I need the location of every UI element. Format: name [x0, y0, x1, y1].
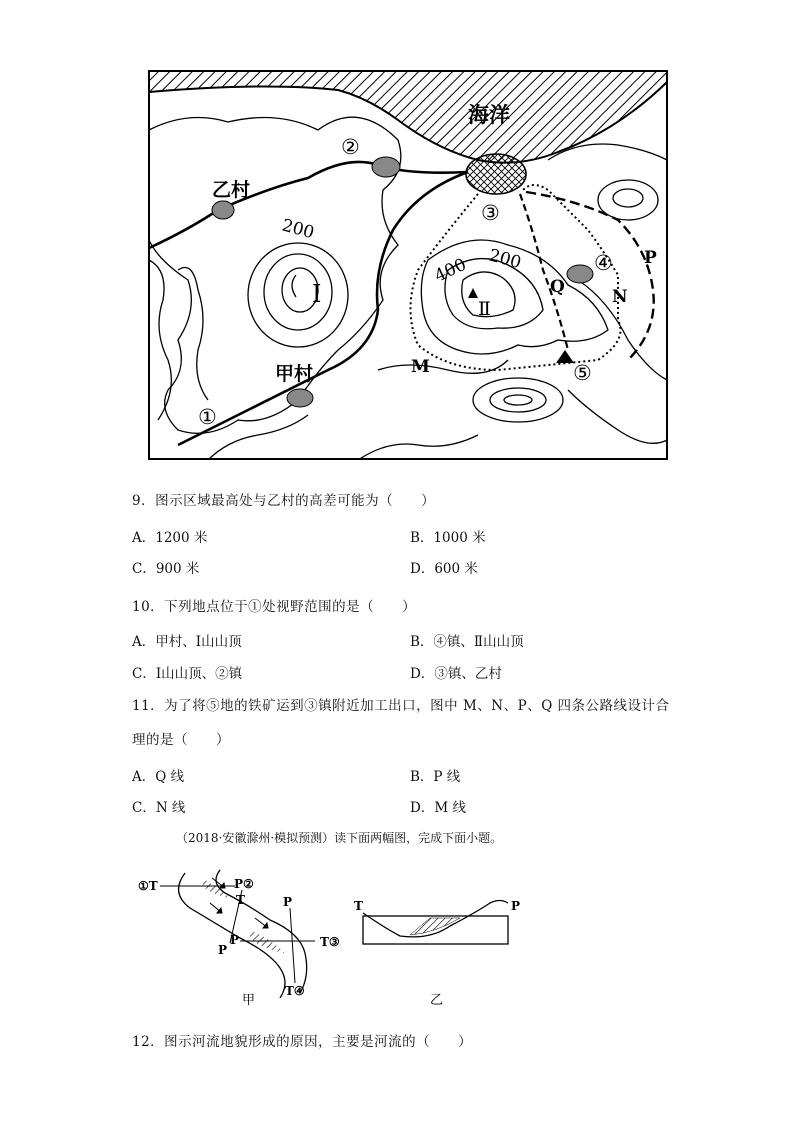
- topographic-map: [148, 70, 668, 460]
- question-11-line2: 理的是（ ）: [132, 732, 230, 748]
- source-line: （2018·安徽滁州·模拟预测）读下面两幅图，完成下面小题。: [176, 831, 503, 845]
- fig-jia-t4: T④: [285, 984, 305, 998]
- q11-option-c[interactable]: C．N 线: [132, 800, 186, 816]
- question-11-line1: 11．为了将⑤地的铁矿运到③镇附近加工出口，图中 M、N、P、Q 四条公路线设计合: [132, 698, 670, 714]
- q10-option-c[interactable]: C．Ⅰ山山顶、②镇: [132, 666, 243, 682]
- river-figures: [130, 858, 540, 1018]
- fig-yi-t: T: [354, 899, 363, 913]
- point-5-label: ⑤: [573, 361, 592, 385]
- fig-jia-t1: ①T: [138, 879, 158, 893]
- fig-jia-p2: P②: [234, 877, 254, 891]
- point-2-label: ②: [341, 135, 360, 159]
- mountain-1-label: Ⅰ: [312, 280, 322, 308]
- q9-option-c[interactable]: C．900 米: [132, 561, 200, 577]
- mountain-2-label: Ⅱ: [478, 298, 491, 320]
- road-n-label: N: [612, 287, 628, 307]
- fig-jia-t-small: T: [236, 893, 245, 907]
- ocean-label: 海洋: [468, 102, 510, 127]
- q10-option-d[interactable]: D．③镇、乙村: [410, 666, 502, 682]
- q11-option-b[interactable]: B．P 线: [410, 769, 461, 785]
- village-jia-marker: [287, 389, 313, 407]
- q9-option-d[interactable]: D．600 米: [410, 561, 478, 577]
- q11-option-a[interactable]: A．Q 线: [132, 769, 185, 785]
- point-1-label: ①: [198, 405, 217, 429]
- figure-yi-label: 乙: [430, 993, 444, 1008]
- village-yi-label: 乙村: [212, 179, 251, 201]
- road-p-label: P: [644, 248, 657, 268]
- question-12: 12．图示河流地貌形成的原因，主要是河流的（ ）: [132, 1034, 473, 1050]
- village-yi-marker: [212, 201, 234, 219]
- contour-200-left: 200: [279, 215, 317, 244]
- town-4-marker: [567, 265, 593, 283]
- contour-200-right: 200: [486, 245, 524, 274]
- town-3: [466, 154, 526, 194]
- fig-yi-p: P: [511, 899, 521, 913]
- fig-jia-p-small2: P: [230, 933, 240, 947]
- point-4-label: ④: [594, 251, 613, 275]
- q9-option-b[interactable]: B．1000 米: [410, 530, 486, 546]
- q10-option-b[interactable]: B．④镇、Ⅱ山山顶: [410, 634, 524, 650]
- q11-option-d[interactable]: D．M 线: [410, 800, 466, 816]
- point-3-label: ③: [481, 201, 500, 225]
- question-10: 10．下列地点位于①处视野范围的是（ ）: [132, 599, 417, 615]
- town-2-marker: [372, 157, 400, 177]
- figure-jia-label: 甲: [242, 993, 256, 1008]
- q9-option-a[interactable]: A．1200 米: [132, 530, 208, 546]
- question-9: 9．图示区域最高处与乙村的高差可能为（ ）: [132, 493, 436, 509]
- contour-400: 400: [431, 254, 470, 287]
- q10-option-a[interactable]: A．甲村、Ⅰ山山顶: [132, 634, 242, 650]
- fig-jia-t3: T③: [320, 935, 340, 949]
- fig-jia-p-small1: P: [283, 895, 293, 909]
- fig-jia-p-small3: P: [218, 943, 228, 957]
- village-jia-label: 甲村: [275, 363, 314, 385]
- road-m-label: M: [411, 357, 430, 377]
- road-q-label: Q: [550, 277, 565, 297]
